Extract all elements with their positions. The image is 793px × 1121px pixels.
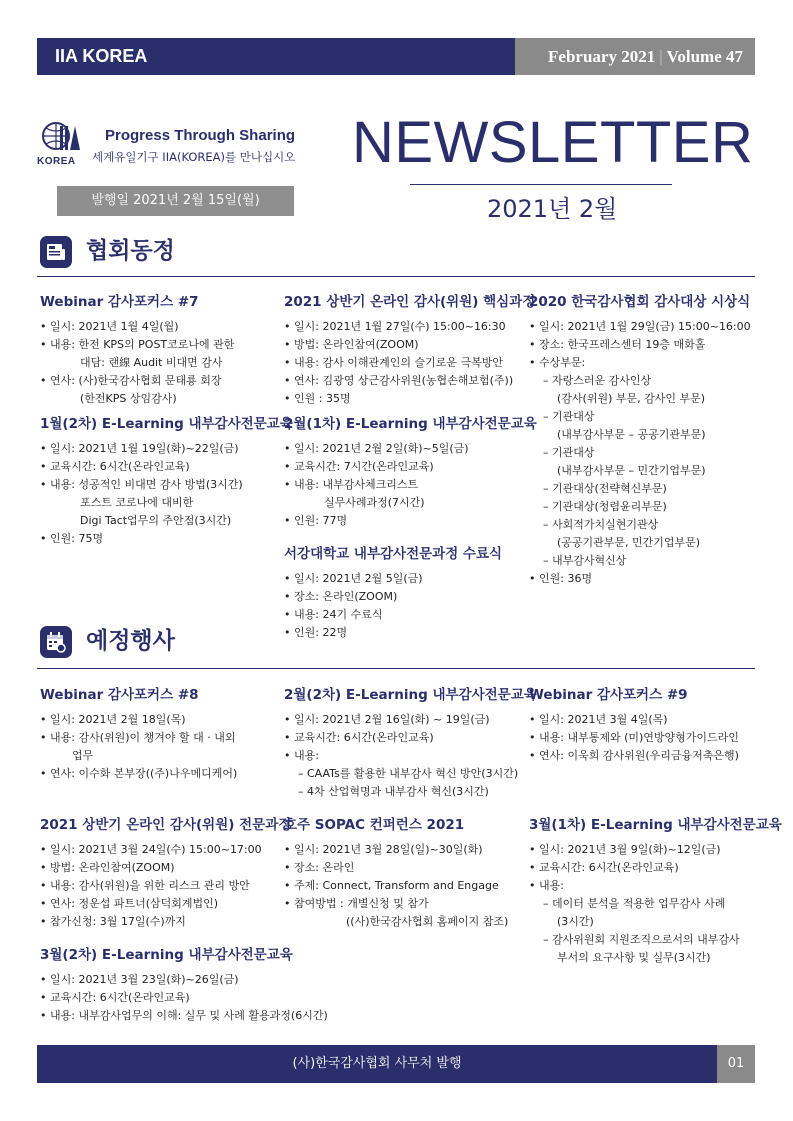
list-item: • 교육시간: 7시간(온라인교육) [284, 458, 537, 476]
list-item: • 일시: 2021년 3월 9일(화)~12일(금) [529, 841, 782, 859]
block-title: Webinar 감사포커스 #8 [40, 687, 199, 703]
list-item: • 장소: 한국프레스센터 19층 매화홀 [529, 336, 751, 354]
issue-month: February 2021 [548, 47, 656, 66]
upcoming-mar-elearning-1 [529, 815, 782, 967]
list-item: • 내용: 성공적인 비대면 감사 방법(3시간) [40, 476, 293, 494]
list-item: • 인원: 36명 [529, 570, 751, 588]
list-item: • 일시: 2021년 1월 29일(금) 15:00~16:00 [529, 318, 751, 336]
list-item: (감사(위원) 부문, 감사인 부문) [557, 392, 706, 405]
block-title: 2020 한국감사협회 감사대상 시상식 [529, 294, 751, 310]
block-title: 2월(1차) E-Learning 내부감사전문교육 [284, 416, 537, 432]
news-icon [40, 236, 72, 268]
list-item: • 일시: 2021년 2월 18일(목) [40, 711, 237, 729]
issue-separator: | [659, 47, 663, 66]
block-title: Webinar 감사포커스 #9 [529, 687, 688, 703]
list-item: • 일시: 2021년 2월 16일(화) ~ 19일(금) [284, 711, 537, 729]
upcoming-sopac-conference [284, 815, 508, 931]
block-title: Webinar 감사포커스 #7 [40, 294, 199, 310]
list-item: – 기관대상(전략혁신부문) [529, 480, 751, 498]
upcoming-feb-elearning-2 [284, 685, 537, 801]
list-item: • 방법: 온라인참여(ZOOM) [40, 859, 291, 877]
list-item: • 연사: (사)한국감사협회 문태룡 회장 [40, 372, 234, 390]
org-name: IIA KOREA [37, 38, 515, 75]
block-title: 3월(2차) E-Learning 내부감사전문교육 [40, 947, 293, 963]
list-item: – 기관대상 [529, 408, 751, 426]
list-item: • 내용: [284, 747, 537, 765]
block-title: 2월(2차) E-Learning 내부감사전문교육 [284, 687, 537, 703]
top-banner [37, 38, 755, 75]
list-item: • 내용: 감사(위원)을 위한 리스크 관리 방안 [40, 877, 291, 895]
list-item: • 방법: 온라인참여(ZOOM) [284, 336, 535, 354]
assoc-sogang-ceremony [284, 544, 502, 642]
list-item: • 일시: 2021년 3월 23일(화)~26일(금) [40, 971, 328, 989]
section-upcoming-rule [37, 668, 755, 669]
list-item: • 교육시간: 6시간(온라인교육) [40, 989, 328, 1007]
list-item: • 교육시간: 6시간(온라인교육) [40, 458, 293, 476]
newsletter-date: 2021년 2월 [487, 195, 618, 223]
list-item: • 일시: 2021년 1월 27일(수) 15:00~16:30 [284, 318, 535, 336]
list-item: • 교육시간: 6시간(온라인교육) [529, 859, 782, 877]
list-item: – 내부감사혁신상 [529, 552, 751, 570]
issue-date-badge: 발행일 2021년 2월 15일(월) [57, 186, 294, 216]
list-item: • 일시: 2021년 3월 28일(일)~30일(화) [284, 841, 508, 859]
list-item: (한전KPS 상임감사) [80, 392, 177, 405]
upcoming-webinar-9 [529, 685, 739, 765]
list-item: • 인원: 77명 [284, 512, 537, 530]
list-item: • 인원: 75명 [40, 530, 293, 548]
block-title: 2021 상반기 온라인 감사(위원) 핵심과정 [284, 294, 536, 310]
section-association-title: 협회동정 [86, 238, 175, 264]
newsletter-title: NEWSLETTER [352, 110, 754, 175]
list-item: • 내용: 내부감사체크리스트 [284, 476, 537, 494]
list-item: (내부감사부문 – 민간기업부문) [557, 464, 706, 477]
block-title: 호주 SOPAC 컨퍼런스 2021 [284, 817, 465, 833]
assoc-core-course [284, 292, 535, 408]
list-item: (공공기관부문, 민간기업부문) [557, 536, 701, 549]
upcoming-webinar-8 [40, 685, 237, 783]
list-item: • 내용: 24기 수료식 [284, 606, 502, 624]
list-item: 대담: 랜線 Audit 비대면 감사 [80, 356, 223, 369]
assoc-feb-elearning [284, 414, 537, 530]
volume-number: Volume 47 [666, 47, 743, 66]
upcoming-expert-course [40, 815, 291, 931]
block-title: 2021 상반기 온라인 감사(위원) 전문과정 [40, 817, 292, 833]
list-item: • 일시: 2021년 1월 4일(월) [40, 318, 234, 336]
list-item: • 연사: 김광영 상근감사위원(농협손해보험(주)) [284, 372, 535, 390]
list-item: • 주제: Connect, Transform and Engage [284, 877, 508, 895]
list-item: • 인원 : 35명 [284, 390, 535, 408]
list-item: • 연사: 이욱희 감사위원(우리금융저축은행) [529, 747, 739, 765]
tagline-korean: 세계유일기구 IIA(KOREA)를 만나십시오 [92, 150, 296, 164]
list-item: – 데이터 분석을 적용한 업무감사 사례 [529, 895, 782, 913]
footer-bar [37, 1045, 755, 1083]
tagline: Progress Through Sharing [105, 127, 296, 144]
list-item: • 일시: 2021년 2월 5일(금) [284, 570, 502, 588]
list-item: • 연사: 이수화 본부장((주)나우메디케어) [40, 765, 237, 783]
block-title: 3월(1차) E-Learning 내부감사전문교육 [529, 817, 782, 833]
list-item: • 장소: 온라인(ZOOM) [284, 588, 502, 606]
block-title: 1월(2차) E-Learning 내부감사전문교육 [40, 416, 293, 432]
title-divider [410, 184, 672, 185]
list-item: • 내용: 감사(위원)이 챙겨야 할 대 · 내외 [40, 729, 237, 747]
list-item: • 연사: 정운섭 파트너(삼덕회계법인) [40, 895, 291, 913]
section-upcoming-title: 예정행사 [86, 628, 175, 654]
issue-volume [515, 38, 755, 75]
list-item: • 참가신청: 3월 17일(수)까지 [40, 913, 291, 931]
list-item: • 일시: 2021년 3월 4일(목) [529, 711, 739, 729]
list-item: 업무 [72, 749, 94, 762]
list-item: • 장소: 온라인 [284, 859, 508, 877]
calendar-icon [40, 626, 72, 658]
list-item: • 내용: 감사 이해관계인의 슬기로운 극복방안 [284, 354, 535, 372]
section-association-rule [37, 276, 755, 277]
list-item: • 교육시간: 6시간(온라인교육) [284, 729, 537, 747]
list-item: 부서의 요구사항 및 실무(3시간) [557, 951, 711, 964]
list-item: • 일시: 2021년 3월 24일(수) 15:00~17:00 [40, 841, 291, 859]
list-item: • 내용: 한전 KPS의 POST코로나에 관한 [40, 336, 234, 354]
list-item: – 기관대상(청렴윤리부문) [529, 498, 751, 516]
list-item: • 참여방법 : 개별신청 및 참가 [284, 895, 508, 913]
list-item: – 기관대상 [529, 444, 751, 462]
list-item: • 인원: 22명 [284, 624, 502, 642]
logo-korea-text: KOREA [37, 156, 76, 167]
list-item: – 감사위원회 지원조직으로서의 내부감사 [529, 931, 782, 949]
list-item: • 수상부문: [529, 354, 751, 372]
list-item: 포스트 코로나에 대비한 [80, 496, 194, 509]
list-item: ((사)한국감사협회 홈페이지 참조) [346, 915, 509, 928]
list-item: – 자랑스러운 감사인상 [529, 372, 751, 390]
list-item: – 사회적가치실현기관상 [529, 516, 751, 534]
list-item: Digi Tact업무의 주안점(3시간) [80, 514, 232, 527]
assoc-jan-elearning [40, 414, 293, 548]
page-number: 01 [717, 1045, 755, 1083]
list-item: • 내용: 내부감사업무의 이해: 실무 및 사례 활용과정(6시간) [40, 1007, 328, 1025]
publisher-text: (사)한국감사협회 사무처 발행 [37, 1045, 717, 1083]
list-item: (내부감사부문 – 공공기관부문) [557, 428, 706, 441]
list-item: • 내용: 내부통제와 (미)연방양형가이드라인 [529, 729, 739, 747]
list-item: • 내용: [529, 877, 782, 895]
block-title: 서강대학교 내부감사전문과정 수료식 [284, 546, 503, 562]
assoc-webinar-7 [40, 292, 234, 408]
upcoming-mar-elearning-2 [40, 945, 328, 1025]
list-item: – CAATs를 활용한 내부감사 혁신 방안(3시간) [284, 765, 537, 783]
list-item: (3시간) [557, 915, 594, 928]
list-item: 실무사례과정(7시간) [324, 496, 425, 509]
list-item: • 일시: 2021년 2월 2일(화)~5일(금) [284, 440, 537, 458]
assoc-awards-ceremony [529, 292, 751, 588]
list-item: – 4차 산업혁명과 내부감사 혁신(3시간) [284, 783, 537, 801]
list-item: • 일시: 2021년 1월 19일(화)~22일(금) [40, 440, 293, 458]
